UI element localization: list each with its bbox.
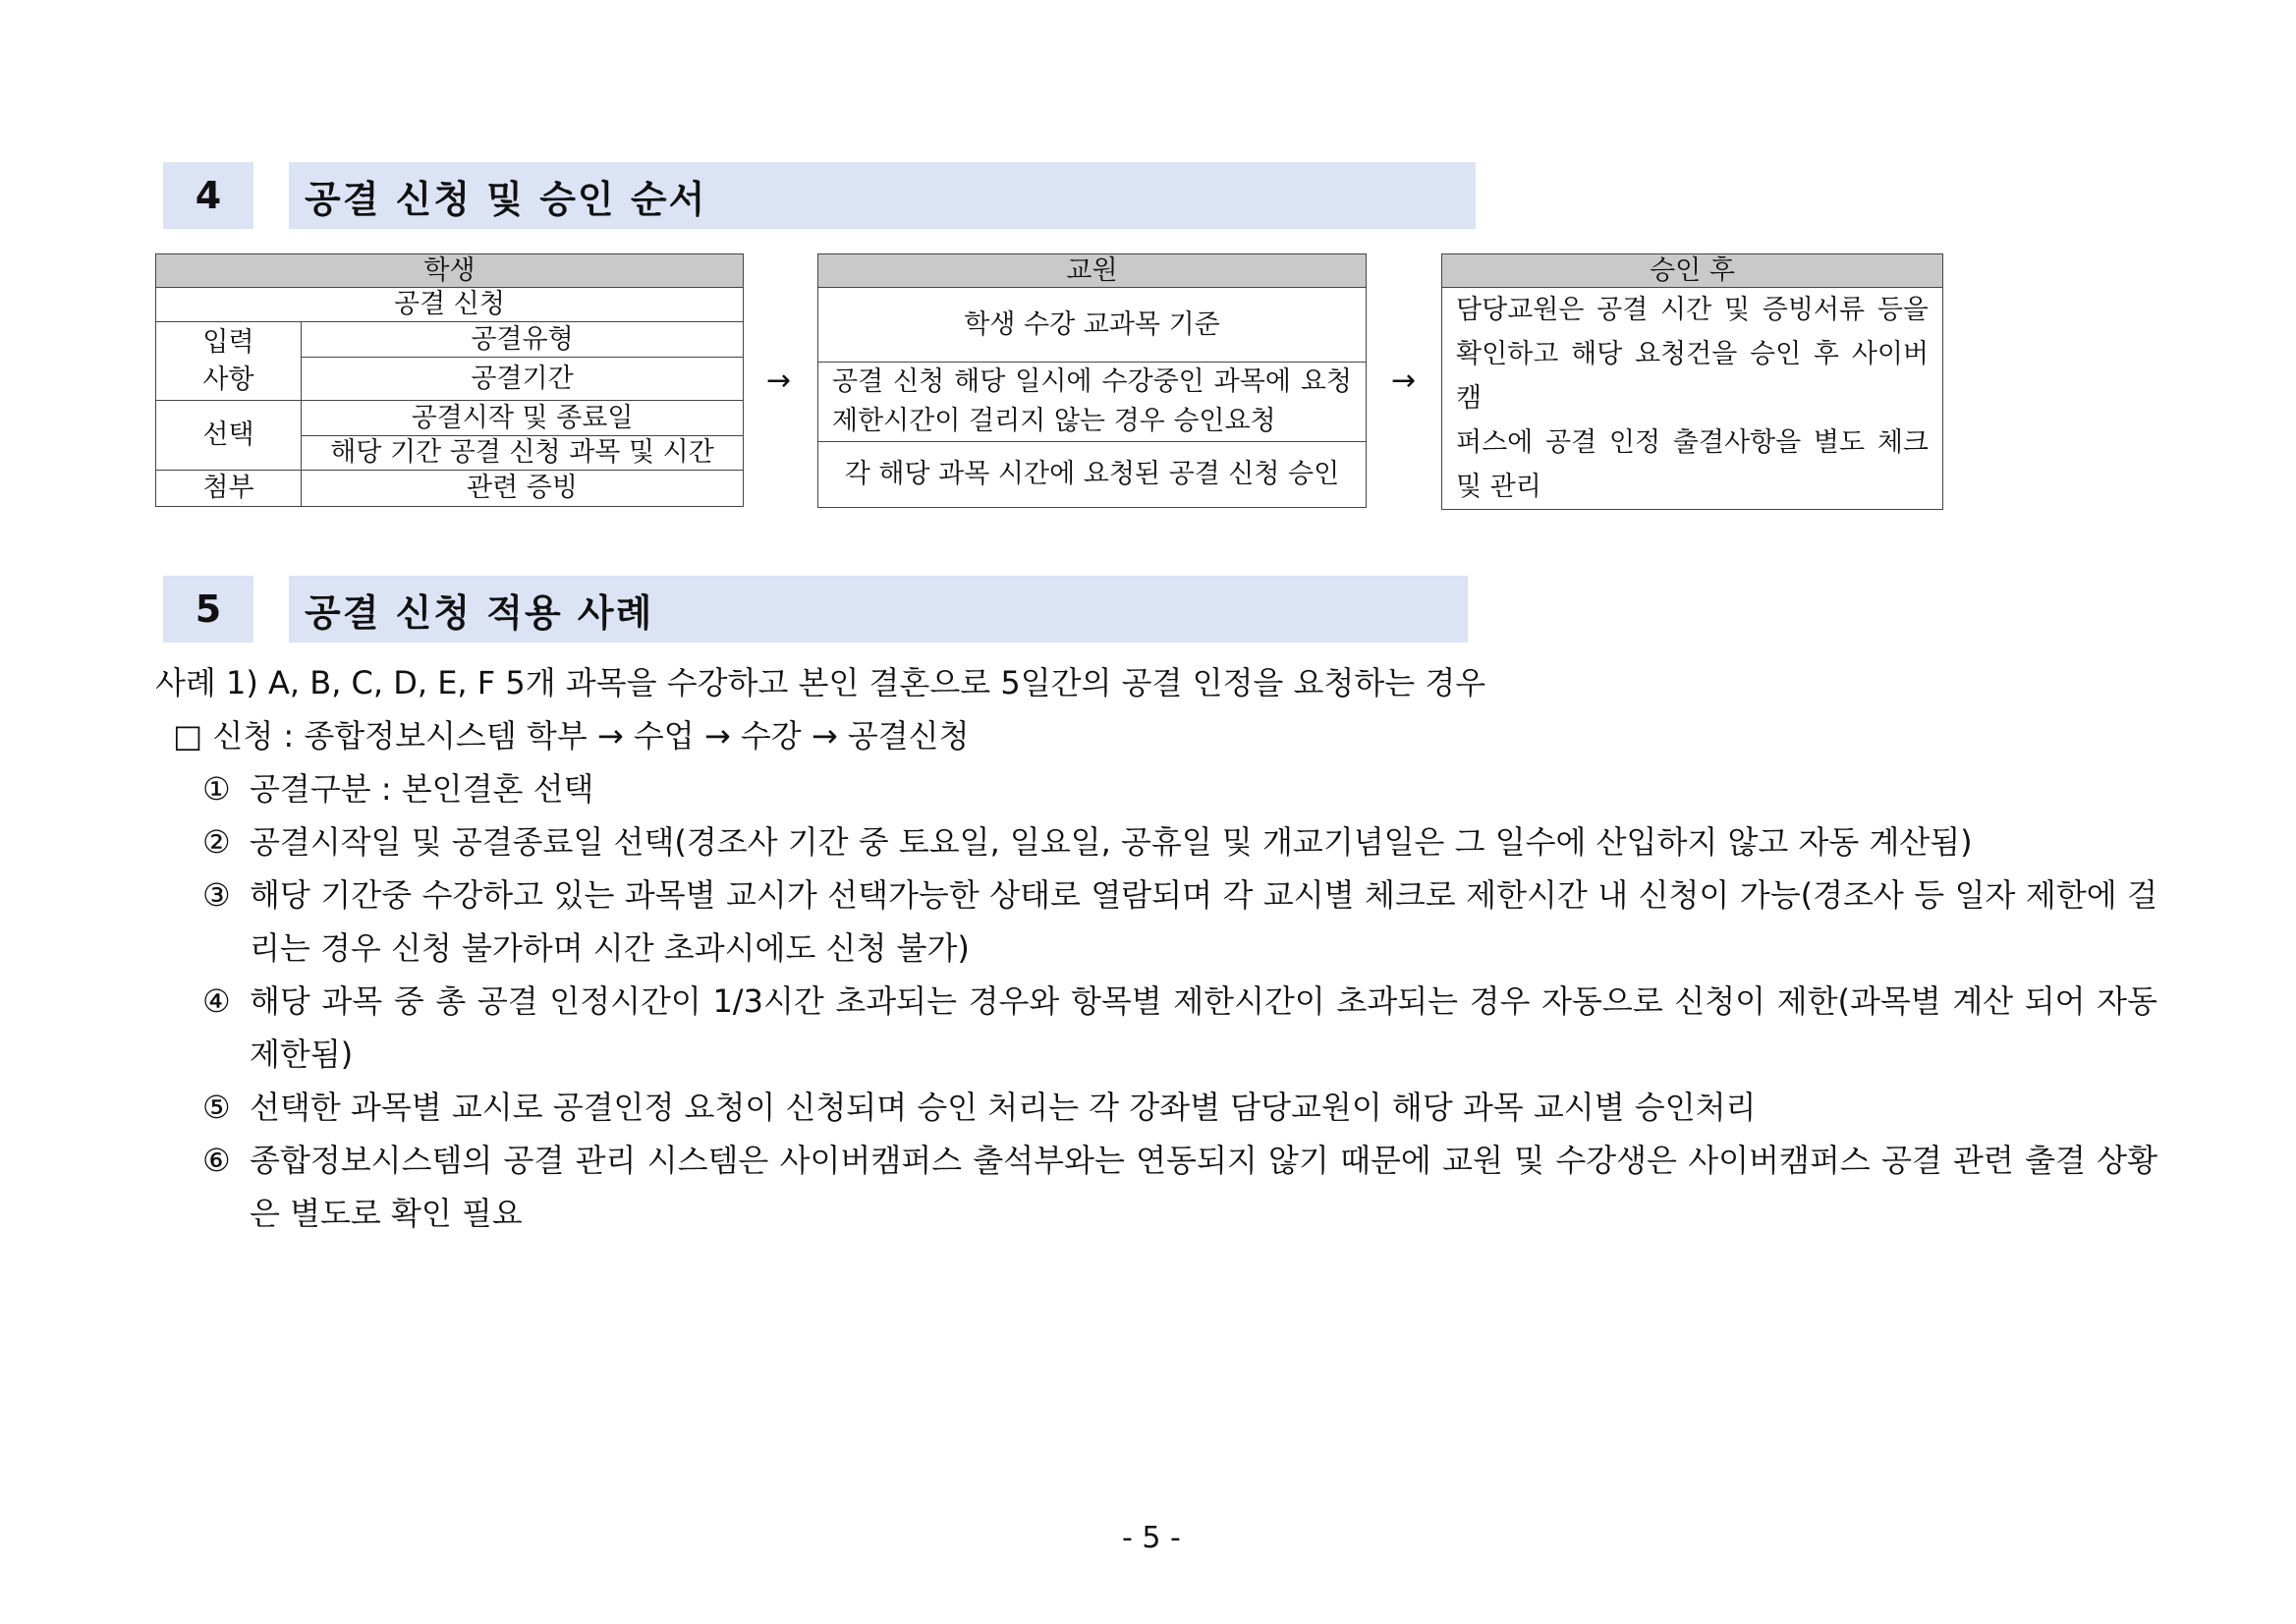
- faculty-header: 교원: [818, 254, 1367, 288]
- student-table: [155, 253, 744, 507]
- after-line4: 및 관리: [1456, 472, 1541, 502]
- faculty-request-line2: 제한시간이 걸리지 않는 경우 승인요청: [832, 406, 1276, 436]
- item-text: 해당 기간중 수강하고 있는 과목별 교시가 선택가능한 상태로 열람되며 각 교시별 체크로 제한시간 내 신청이 가능(경조사 등 일자 제한에 걸리는 경우 신청 불가하며 시간 초과시에도 신청 불가): [250, 876, 2157, 967]
- item-text: 선택한 과목별 교시로 공결인정 요청이 신청되며 승인 처리는 각 강좌별 담당교원이 해당 과목 교시별 승인처리: [250, 1089, 1757, 1126]
- item-number: ⑥: [202, 1142, 231, 1179]
- list-item: [202, 1134, 2157, 1240]
- list-item: [202, 975, 2157, 1081]
- item-text: 해당 과목 중 총 공결 인정시간이 1/3시간 초과되는 경우와 항목별 제한시간이 초과되는 경우 자동으로 신청이 제한(과목별 계산 되어 자동 제한됨): [250, 982, 2157, 1073]
- input-label-line2: 사항: [202, 364, 254, 395]
- list-item: [202, 1081, 2157, 1134]
- input-type-cell: 공결유형: [302, 322, 744, 358]
- item-number: ④: [202, 982, 231, 1020]
- item-number: ③: [202, 876, 231, 914]
- select-label: 선택: [156, 401, 302, 471]
- student-header: 학생: [156, 254, 744, 288]
- select-courses-cell: 해당 기간 공결 신청 과목 및 시간: [302, 436, 744, 471]
- section-title: 공결 신청 적용 사례: [289, 576, 1468, 643]
- arrow-1: →: [766, 364, 792, 398]
- faculty-approve-cell: 각 해당 과목 시간에 요청된 공결 신청 승인: [818, 442, 1367, 508]
- attach-value-cell: 관련 증빙: [302, 471, 744, 507]
- item-number: ⑤: [202, 1089, 231, 1126]
- item-text: 공결시작일 및 공결종료일 선택(경조사 기간 중 토요일, 일요일, 공휴일 및 개교기념일은 그 일수에 산입하지 않고 자동 계산됨): [250, 823, 1973, 861]
- attach-label: 첨부: [156, 471, 302, 507]
- after-line2: 확인하고 해당 요청건을 승인 후 사이버캠: [1456, 339, 1929, 414]
- after-content-cell: [1442, 288, 1943, 510]
- after-line3: 퍼스에 공결 인정 출결사항을 별도 체크: [1456, 427, 1929, 458]
- faculty-table: [817, 253, 1367, 508]
- apply-cell: 공결 신청: [156, 288, 744, 322]
- input-label: [156, 322, 302, 401]
- item-text: 공결구분 : 본인결혼 선택: [250, 770, 594, 808]
- faculty-request-cell: [818, 363, 1367, 442]
- select-dates-cell: 공결시작 및 종료일: [302, 401, 744, 436]
- item-number: ①: [202, 770, 231, 808]
- faculty-request-line1: 공결 신청 해당 일시에 수강중인 과목에 요청: [832, 366, 1352, 397]
- after-header: 승인 후: [1442, 254, 1943, 288]
- input-label-line1: 입력: [202, 326, 254, 358]
- section-number: 5: [163, 576, 253, 643]
- after-line1: 담당교원은 공결 시간 및 증빙서류 등을: [1456, 295, 1929, 325]
- after-approval-table: [1441, 253, 1943, 510]
- list-item: [202, 868, 2157, 975]
- list-item: [202, 762, 2157, 815]
- apply-path: □ 신청 : 종합정보시스템 학부 → 수업 → 수강 → 공결신청: [173, 717, 970, 755]
- item-text: 종합정보시스템의 공결 관리 시스템은 사이버캠퍼스 출석부와는 연동되지 않기 때문에 교원 및 수강생은 사이버캠퍼스 공결 관련 출결 상황은 별도로 확인 필요: [250, 1142, 2157, 1232]
- case-1-heading: 사례 1) A, B, C, D, E, F 5개 과목을 수강하고 본인 결혼으로 5일간의 공결 인정을 요청하는 경우: [155, 664, 1486, 701]
- section-title: 공결 신청 및 승인 순서: [289, 162, 1476, 229]
- arrow-2: →: [1391, 364, 1417, 398]
- faculty-basis-cell: 학생 수강 교과목 기준: [818, 288, 1367, 363]
- input-period-cell: 공결기간: [302, 358, 744, 401]
- section-number: 4: [163, 162, 253, 229]
- item-number: ②: [202, 823, 231, 861]
- page-number: - 5 -: [1122, 1521, 1181, 1555]
- list-item: [202, 815, 2157, 868]
